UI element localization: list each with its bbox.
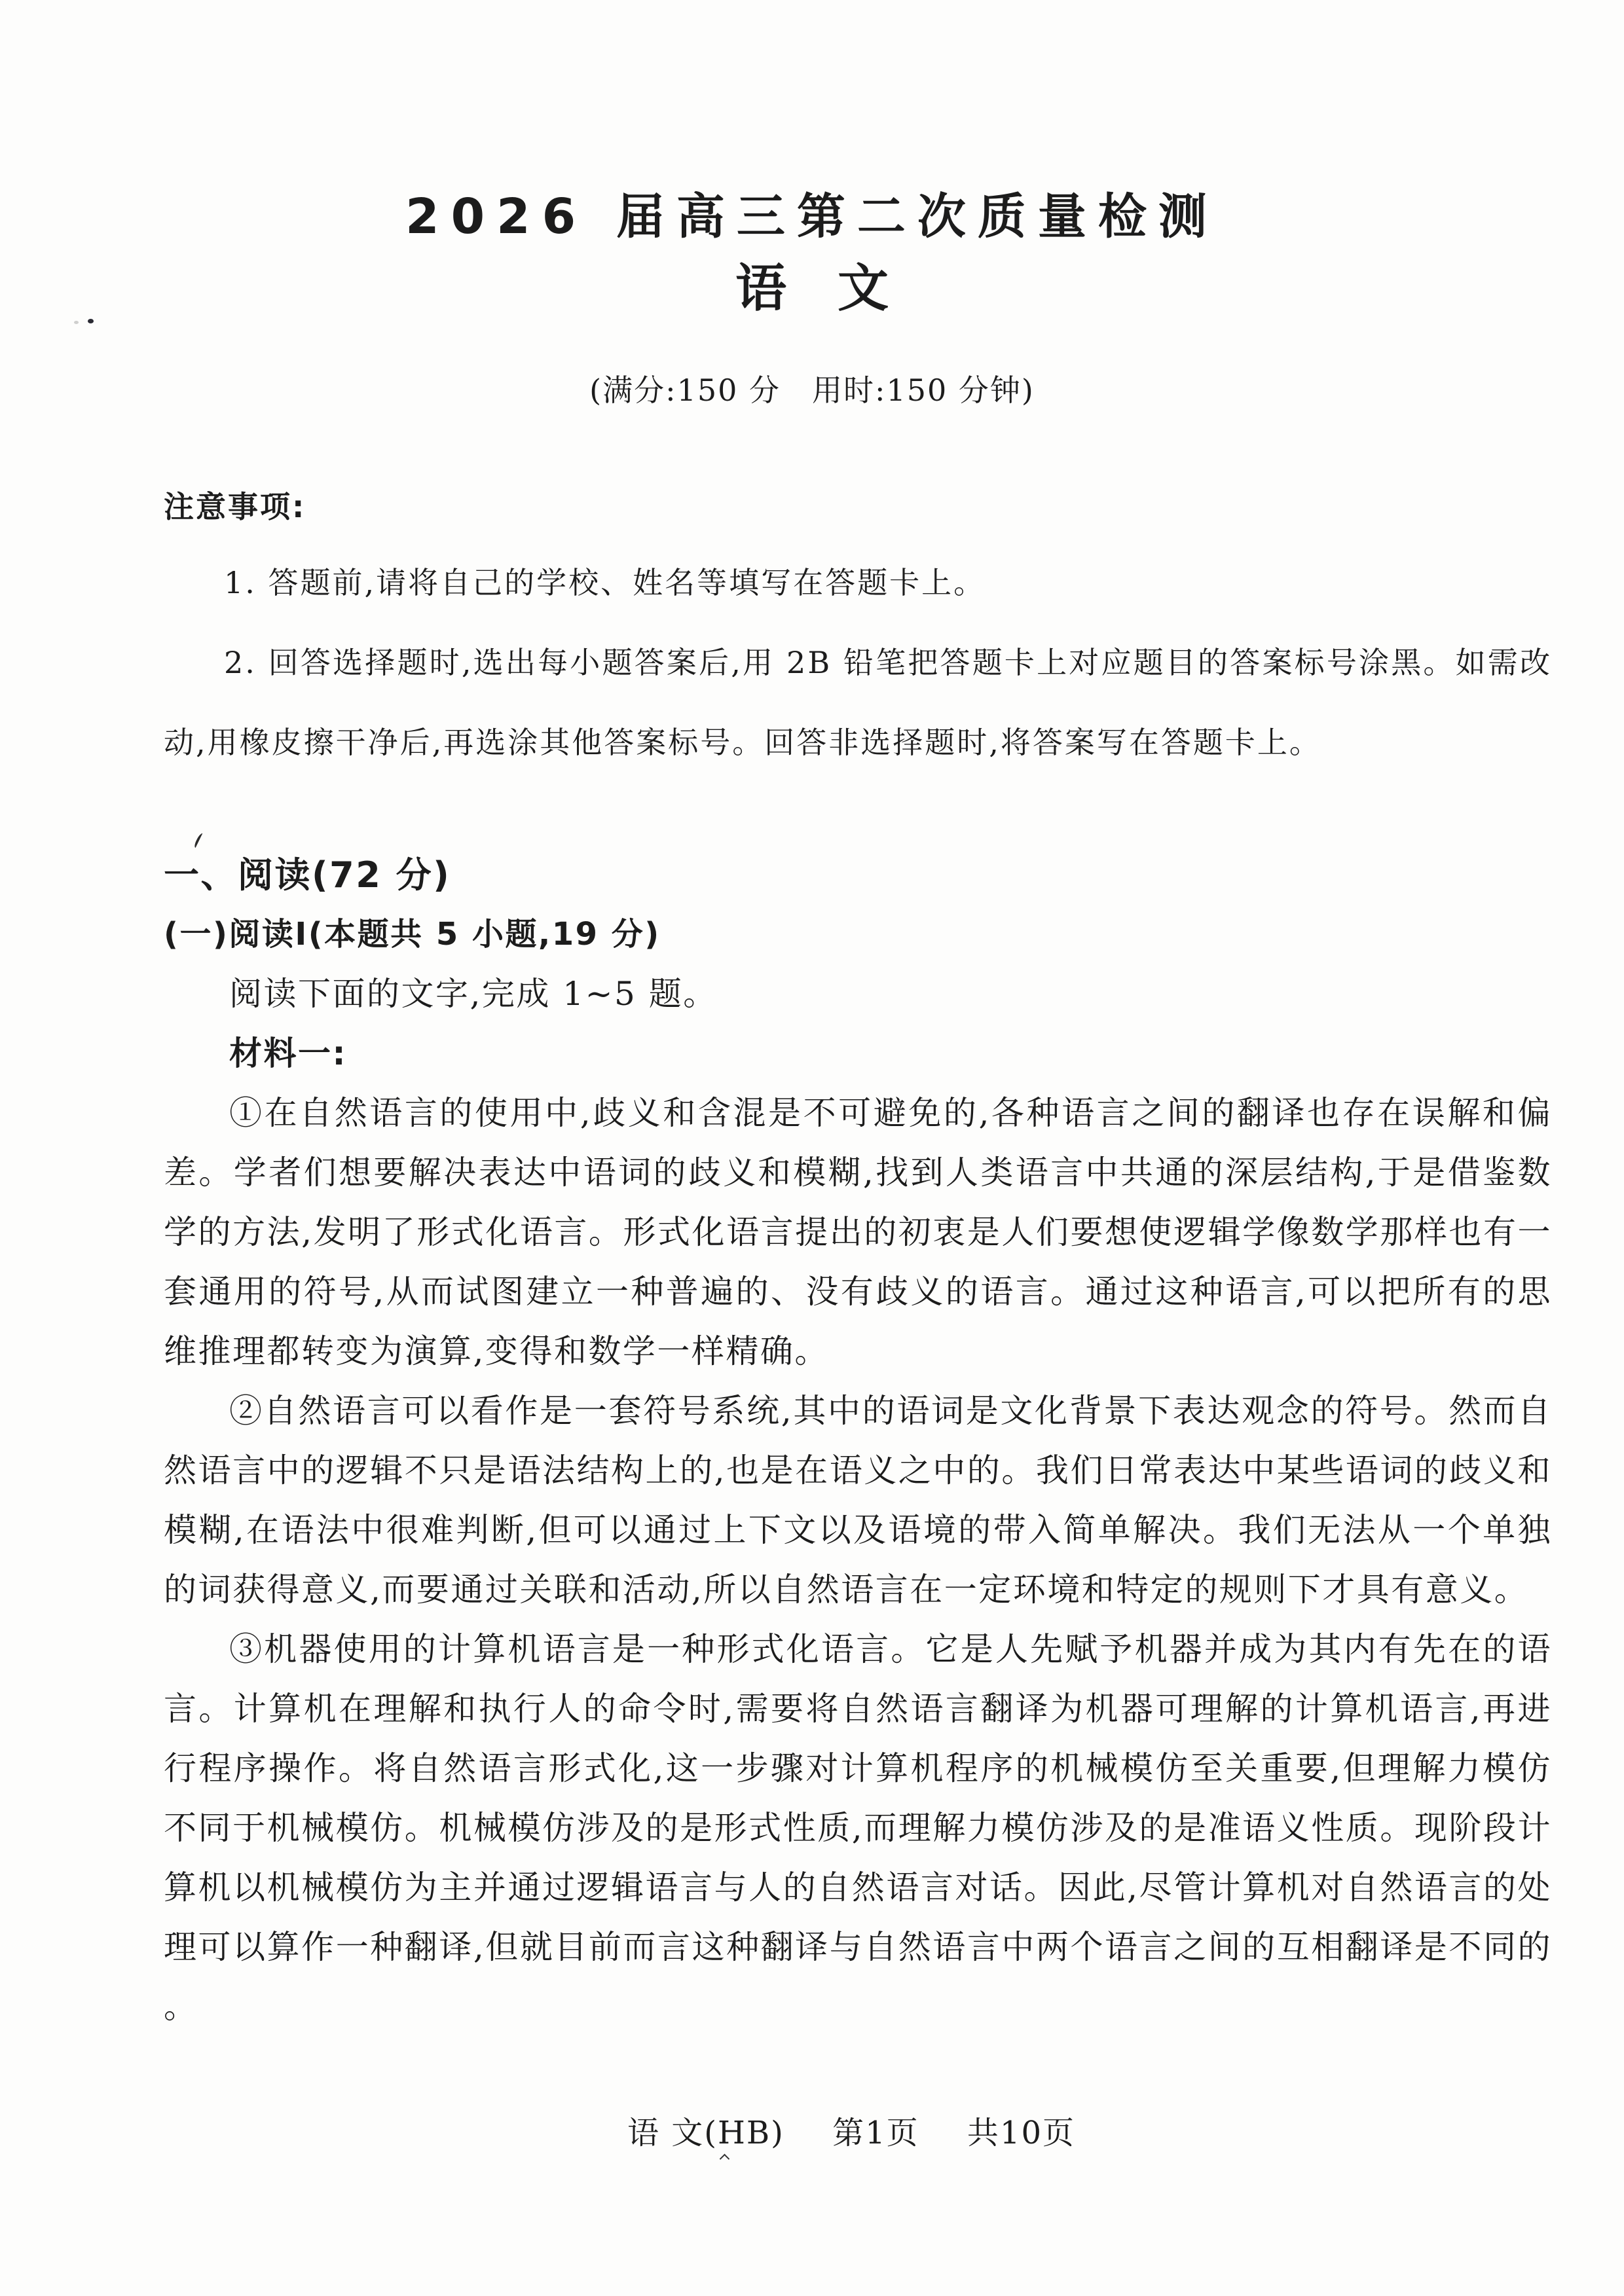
- material-paragraph-1: ①在自然语言的使用中,歧义和含混是不可避免的,各种语言之间的翻译也存在误解和偏差。学者们想要解决表达中语词的歧义和模糊,找到人类语言中共通的深层结构,于是借鉴数学的方法,发明了形式化语言。形式化语言提出的初衷是人们要想使逻辑学像数学那样也有一套通用的符号,从而试图建立一种普遍的、没有歧义的语言。通过这种语言,可以把所有的思维推理都转变为演算,变得和数学一样精确。: [164, 1094, 1552, 1370]
- material-one-label: 材料一:: [229, 1034, 347, 1072]
- exam-title: 2026 届高三第二次质量检测: [405, 189, 1219, 245]
- footer-page-number: 第1页: [832, 2115, 919, 2151]
- reading-section: [164, 845, 1552, 2037]
- section-heading-reading: 一、阅读(72 分): [164, 854, 451, 896]
- footer-total-pages: 共10页: [967, 2115, 1076, 2151]
- footer-subject: 语 文(HB): [627, 2115, 784, 2151]
- exam-info-line: (满分:150 分 用时:150 分钟): [589, 373, 1035, 408]
- page-footer: [39, 2113, 1624, 2153]
- material-paragraph-3: ③机器使用的计算机语言是一种形式化语言。它是人先赋予机器并成为其内有先在的语言。计算机在理解和执行人的命令时,需要将自然语言翻译为机器可理解的计算机语言,再进行程序操作。将自然语言形式化,这一步骤对计算机程序的机械模仿至关重要,但理解力模仿不同于机械模仿。机械模仿涉及的是形式性质,而理解力模仿涉及的是准语义性质。现阶段计算机以机械模仿为主并通过逻辑语言与人的自然语言对话。因此,尽管计算机对自然语言的处理可以算作一种翻译,但就目前而言这种翻译与自然语言中两个语言之间的互相翻译是不同的。: [164, 1630, 1552, 2026]
- notice-body: [164, 543, 1552, 782]
- scan-artifact-caret: [719, 2153, 729, 2160]
- exam-subject: 语 文: [735, 259, 889, 318]
- notice-item-2: 2. 回答选择题时,选出每小题答案后,用 2B 铅笔把答题卡上对应题目的答案标号涂黑。如需改动,用橡皮擦干净后,再选涂其他答案标号。回答非选择题时,将答案写在答题卡上。: [164, 645, 1552, 760]
- notice-item-1: 1. 答题前,请将自己的学校、姓名等填写在答题卡上。: [224, 565, 986, 600]
- notice-heading: 注意事项:: [164, 489, 306, 524]
- material-paragraph-2: ②自然语言可以看作是一套符号系统,其中的语词是文化背景下表达观念的符号。然而自然语言中的逻辑不只是语法结构上的,也是在语义之中的。我们日常表达中某些语词的歧义和模糊,在语法中很难判断,但可以通过上下文以及语境的带入简单解决。我们无法从一个单独的词获得意义,而要通过关联和活动,所以自然语言在一定环境和特定的规则下才具有意义。: [164, 1392, 1552, 1609]
- reading-instruction: 阅读下面的文字,完成 1~5 题。: [229, 975, 718, 1013]
- subsection-heading-reading-1: (一)阅读Ⅰ(本题共 5 小题,19 分): [164, 916, 661, 953]
- scan-artifact-dot: [88, 319, 94, 323]
